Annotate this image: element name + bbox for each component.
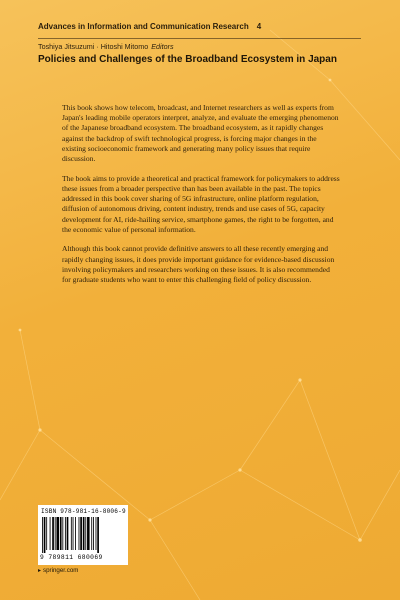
barcode-digits: 9 789811 680069 [40, 554, 103, 561]
barcode-bar [87, 517, 90, 550]
barcode-bar [52, 517, 54, 550]
blurb-paragraph: The book aims to provide a theoretical and practical framework for policymakers to address these issues from a broader perspective than has been available in the past. The topics addressed in this book cover sharing of 5G infrastructure, online platform regulation, diffusion of autonomous driving, content industry, trends and use cases of 5G, capacity development for AI, ride-hailing service, smartphone games, the right to be forgotten, and the economic value of personal information. [62, 173, 340, 234]
barcode-bars [42, 517, 124, 553]
book-title: Policies and Challenges of the Broadband Ecosystem in Japan [38, 54, 337, 65]
editors-line [38, 42, 174, 51]
blurb [62, 103, 340, 295]
barcode-bar [73, 517, 74, 550]
barcode-bar [97, 517, 99, 553]
barcode-bar [93, 517, 94, 550]
barcode-bar [56, 517, 59, 550]
isbn-text: ISBN 978-981-16-8006-9 [41, 508, 126, 515]
series-line [38, 22, 261, 31]
barcode-bar [60, 517, 62, 550]
barcode-bar [65, 517, 66, 550]
series-number: 4 [256, 22, 262, 31]
barcode-bar [85, 517, 86, 550]
barcode-bar [80, 517, 82, 550]
barcode-bar [91, 517, 92, 550]
barcode-bar [71, 517, 72, 550]
barcode-bar [42, 517, 43, 553]
series-name: Advances in Information and Communication Research [38, 22, 249, 31]
barcode-bar [44, 517, 46, 553]
barcode-bar [96, 517, 97, 550]
barcode-bar [46, 517, 47, 550]
blurb-paragraph: This book shows how telecom, broadcast, and Internet researchers as well as experts from Japan's leading mobile operators interpret, analyze, and evaluate the emerging phenomenon of the Japanese broadband ecosystem. The broadband ecosystem, as it rapidly changes against the backdrop of swift technological progress, is forcing major changes in the existing socioeconomic framework and generating many policy issues that require discussion. [62, 103, 339, 164]
barcode-bar [62, 517, 63, 550]
barcode-bar [67, 517, 69, 550]
publisher-link[interactable] [38, 567, 78, 574]
editors-role: Editors [151, 42, 174, 51]
barcode-bar [55, 517, 56, 550]
header-rule [38, 38, 361, 39]
barcode-bar [83, 517, 85, 550]
barcode-bar [79, 517, 80, 550]
blurb-paragraph: Although this book cannot provide definitive answers to all these recently emerging and rapidly changing issues, it does provide important guidance for evidence-based discussion involving policymakers and researchers working on these issues. It is also recommended for graduate students who want to enter this challenging field of policy discussion. [62, 244, 335, 285]
barcode-bar [50, 517, 51, 550]
barcode-label [38, 505, 128, 565]
editor-names: Toshiya Jitsuzumi · Hitoshi Mitomo [38, 42, 149, 51]
barcode-bar [75, 517, 76, 550]
publisher-url: springer.com [43, 567, 79, 574]
triangle-right-icon: ▸ [38, 568, 42, 574]
